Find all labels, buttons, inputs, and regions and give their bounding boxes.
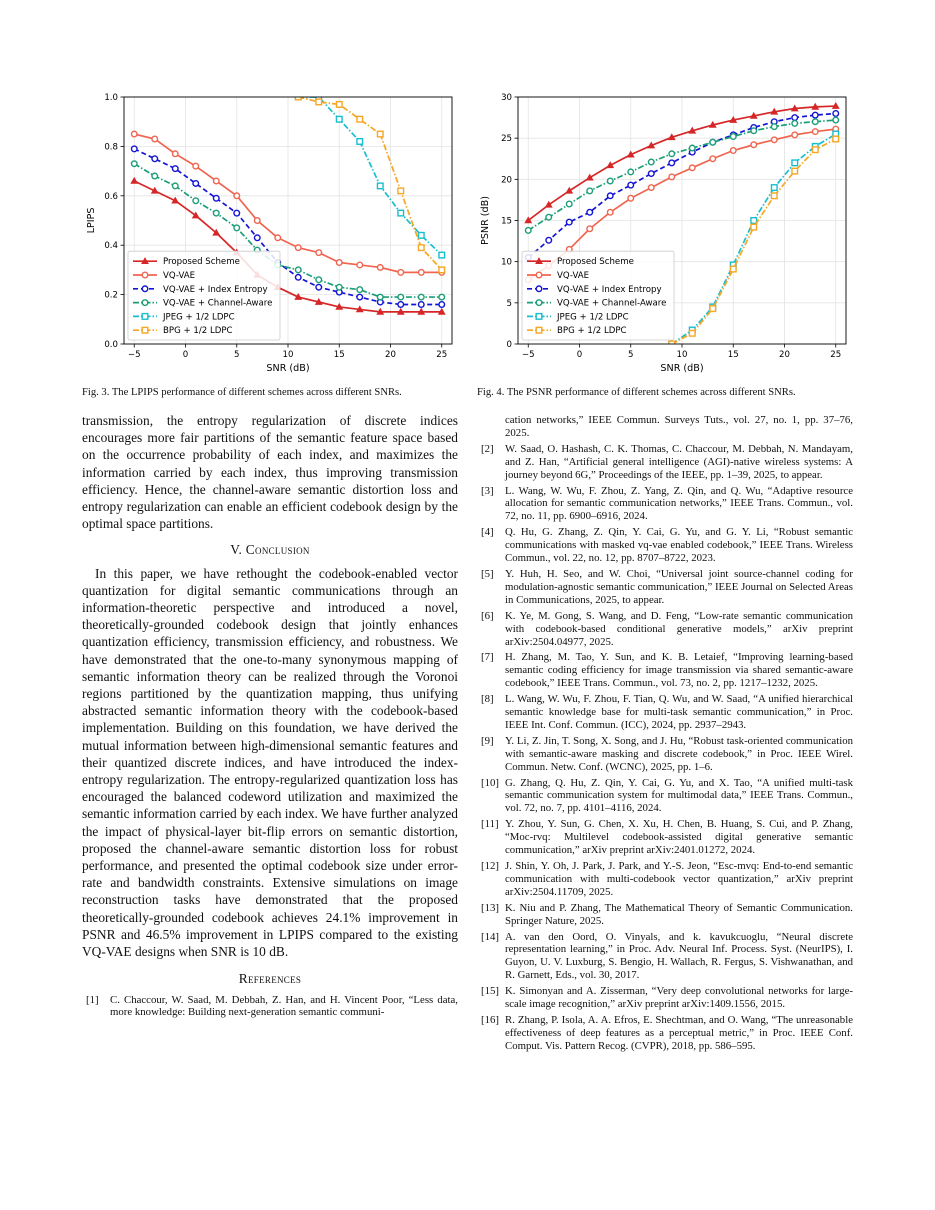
data-point	[792, 168, 798, 174]
reference-text: W. Saad, O. Hashash, C. K. Thomas, C. Chaccour, M. Debbah, N. Mandayam, and Z. Han, “Artificial general intelligence (AGI)-native wireless systems: A journey beyond 6G,” Proceedings of the IEEE, pp. 1–39, 2025, to appear.	[505, 442, 853, 481]
y-tick-label: 0.2	[104, 290, 118, 301]
conclusion-paragraph: In this paper, we have rethought the codebook-enabled vector quantization for digital semantic communications through an information-theoretic perspective and introduced a novel, theoretically-grounded codebook design that jointly enhances quantization efficiency, transmission efficiency, and robustness. We have demonstrated that the one-to-many synonymous mapping of semantic information theory can be realized through the Voronoi regions partitioned by the quantization mapping, thus unifying abstracted semantic information theory with the codebook-based implementation. Building on this foundation, we have derived the mutual information between high-dimensional semantic features and their quantized discrete indices, and have introduced the index-entropy regularization. The entropy-regularized quantization loss has encouraged the balanced codeword utilization and maximized the semantic information carried by each index. We have further analyzed the impact of physical-layer bit-flip errors on semantic distortion, proposed the channel-aware semantic distortion loss for robust performance, and presented the optimal codebook size under error-rate and bandwidth constraints. Extensive simulations on image reconstruction tasks have demonstrated that the proposed theoretically-grounded codebook achieves 24.1% improvement in PSNR and 46.5% improvement in LPIPS compared to the existing VQ-VAE designs when SNR is 10 dB.	[82, 565, 458, 960]
reference-item	[477, 735, 853, 774]
data-point	[193, 198, 199, 204]
data-point	[398, 294, 404, 300]
data-point	[295, 267, 301, 273]
data-point	[336, 102, 342, 108]
data-point	[316, 99, 322, 105]
y-tick-label: 10	[501, 257, 512, 268]
data-point	[566, 219, 572, 225]
reference-list-right	[477, 414, 853, 1056]
reference-number: [14]	[481, 930, 499, 943]
data-point	[833, 111, 839, 117]
data-point	[213, 210, 219, 216]
data-point	[254, 235, 260, 241]
data-point	[418, 233, 424, 239]
data-point	[669, 151, 675, 157]
reference-text: L. Wang, W. Wu, F. Zhou, Z. Yang, Z. Qin, and Q. Wu, “Adaptive resource allocation for semantic communication networks,” IEEE Trans. Commun., vol. 72, no. 11, pp. 6900–6916, 2024.	[505, 484, 853, 523]
data-point	[546, 237, 552, 243]
data-point	[234, 210, 240, 216]
reference-number: [12]	[481, 860, 499, 872]
data-point	[812, 112, 818, 118]
data-point	[357, 139, 363, 145]
reference-text: Q. Hu, G. Zhang, Z. Qin, Y. Cai, G. Yu, and G. Y. Li, “Robust semantic communications with masked vq-vae enabled codebook,” IEEE Trans. Wireless Commun., vol. 22, no. 12, pp. 8707–8722, 2023.	[505, 526, 853, 565]
psnr-chart	[474, 88, 859, 378]
data-point	[193, 181, 199, 187]
data-point	[587, 209, 593, 215]
reference-text: G. Zhang, Q. Hu, Z. Qin, Y. Cai, G. Yu, and X. Tao, “A unified multi-task semantic communication system for multimodal data,” IEEE Trans. Commun., vol. 72, no. 7, pp. 4101–4116, 2024.	[505, 776, 853, 815]
data-point	[172, 183, 178, 189]
legend	[128, 251, 280, 340]
data-point	[525, 228, 531, 234]
data-point	[398, 188, 404, 194]
data-point	[628, 169, 634, 175]
reference-item	[477, 485, 853, 524]
data-point	[152, 173, 158, 179]
data-point	[357, 116, 363, 122]
reference-text: H. Zhang, M. Tao, Y. Sun, and K. B. Letaief, “Improving learning-based semantic coding efficiency for image transmission via shared semantic-aware codebook,” IEEE Trans. Commun., vol. 73, no. 2, pp. 1217–1232, 2025.	[505, 651, 853, 690]
y-tick-label: 20	[501, 175, 512, 186]
data-point	[357, 262, 363, 268]
data-point	[398, 302, 404, 308]
data-point	[234, 193, 240, 199]
data-point	[536, 314, 542, 320]
x-tick-label: 25	[436, 350, 448, 360]
data-point	[648, 185, 654, 191]
data-point	[689, 330, 695, 336]
y-tick-label: 1.0	[104, 93, 118, 103]
data-point	[398, 270, 404, 276]
reference-item	[477, 610, 853, 649]
x-axis-label: SNR (dB)	[266, 363, 310, 374]
data-point	[812, 119, 818, 125]
reference-text: Y. Huh, H. Seo, and W. Choi, “Universal joint source-channel coding for modulation-agnostic semantic communication,” IEEE Journal on Selected Areas in Communications, 2025, to appear.	[505, 567, 853, 606]
legend-label: BPG + 1/2 LDPC	[163, 326, 233, 337]
data-point	[275, 235, 281, 241]
data-point	[439, 294, 445, 300]
reference-number: [16]	[481, 1013, 499, 1026]
reference-text: C. Chaccour, W. Saad, M. Debbah, Z. Han, and H. Vincent Poor, “Less data, more knowledge: Building next-generation semantic communi-	[110, 993, 458, 1019]
data-point	[730, 266, 736, 272]
data-point	[536, 300, 542, 306]
data-point	[607, 193, 613, 199]
data-point	[234, 225, 240, 231]
reference-number: [7]	[481, 651, 494, 664]
data-point	[536, 327, 542, 333]
y-axis-label: PSNR (dB)	[480, 196, 491, 245]
data-point	[812, 147, 818, 153]
x-tick-label: 10	[282, 350, 294, 360]
x-tick-label: −5	[127, 350, 141, 360]
y-tick-label: 25	[501, 134, 512, 145]
legend-label: VQ-VAE + Index Entropy	[163, 284, 268, 295]
reference-text: J. Shin, Y. Oh, J. Park, J. Park, and Y.-S. Jeon, “Esc-mvq: End-to-end semantic communication with multi-codebook vector quantization,” arXiv preprint arXiv:2504.11709, 2025.	[505, 860, 853, 898]
data-point	[377, 265, 383, 271]
x-axis-label: SNR (dB)	[660, 363, 704, 374]
legend-label: Proposed Scheme	[163, 257, 240, 268]
data-point	[357, 287, 363, 293]
data-point	[142, 272, 148, 278]
data-point	[689, 165, 695, 171]
data-point	[398, 210, 404, 216]
data-point	[710, 139, 716, 145]
reference-number: [10]	[481, 776, 499, 789]
reference-text: L. Wang, W. Wu, F. Zhou, F. Tian, Q. Wu, and W. Saad, “A unified hierarchical semantic knowledge base for multi-task semantic communication,” in Proc. IEEE Int. Conf. Commun. (ICC), 2024, pp. 2937–2943.	[505, 693, 853, 731]
y-axis-label: LPIPS	[86, 207, 97, 234]
reference-text: R. Zhang, P. Isola, A. A. Efros, E. Shechtman, and O. Wang, “The unreasonable effectiveness of deep features as a perceptual metric,” in Proc. IEEE Conf. Comput. Vis. Pattern Recog. (CVPR), 2018, pp. 586–595.	[505, 1013, 853, 1052]
data-point	[587, 188, 593, 194]
body-paragraph-continued: transmission, the entropy regularization of discrete indices encourages more fair partitions of the semantic feature space based on the occurrence probability of each index, and maximizes the information carried by each index, thus improving transmission efficiency. Hence, the channel-aware semantic distortion loss and entropy regularization can enable an efficient codebook design by the optimal space partitions.	[82, 413, 458, 532]
data-point	[669, 160, 675, 166]
data-point	[418, 270, 424, 276]
reference-text: A. van den Oord, O. Vinyals, and k. kavukcuoglu, “Neural discrete representation learning,” in Proc. Adv. Neural Inf. Process. Syst. (NeurIPS), I. Guyon, U. V. Luxburg, S. Bengio, H. Wallach, R. Fergus, S. Vishwanathan, and R. Garnett, Eds., vol. 30, 2017.	[505, 930, 853, 982]
data-point	[792, 160, 798, 166]
y-tick-label: 15	[501, 216, 512, 227]
y-tick-label: 5	[506, 298, 512, 309]
reference-number: [9]	[481, 734, 494, 747]
x-tick-label: 0	[576, 350, 583, 360]
fig4-caption: Fig. 4. The PSNR performance of different schemes across different SNRs.	[477, 387, 796, 398]
data-point	[607, 209, 613, 215]
x-tick-label: 20	[385, 350, 396, 360]
data-point	[607, 178, 613, 184]
data-point	[418, 245, 424, 251]
data-point	[566, 201, 572, 207]
data-point	[213, 195, 219, 201]
data-point	[751, 142, 757, 148]
data-point	[792, 121, 798, 127]
data-point	[648, 159, 654, 165]
data-point	[812, 129, 818, 135]
legend-label: VQ-VAE	[557, 271, 590, 281]
data-point	[730, 134, 736, 140]
legend-label: VQ-VAE + Channel-Aware	[163, 298, 273, 309]
data-point	[439, 252, 445, 258]
x-tick-label: 5	[628, 350, 634, 360]
data-point	[172, 166, 178, 172]
data-point	[710, 156, 716, 162]
reference-item	[477, 860, 853, 899]
legend-label: JPEG + 1/2 LDPC	[557, 312, 629, 323]
y-tick-label: 0.8	[104, 142, 118, 153]
reference-number: [4]	[481, 526, 494, 539]
data-point	[648, 171, 654, 177]
reference-text: K. Niu and P. Zhang, The Mathematical Theory of Semantic Communication. Springer Nature, 2025.	[505, 901, 853, 927]
x-tick-label: 25	[830, 350, 842, 360]
legend-label: JPEG + 1/2 LDPC	[163, 312, 235, 323]
reference-item	[477, 985, 853, 1011]
reference-number: [6]	[481, 609, 494, 622]
data-point	[792, 132, 798, 138]
x-tick-label: 15	[333, 350, 345, 360]
data-point	[792, 115, 798, 121]
reference-item	[477, 651, 853, 690]
reference-item	[477, 818, 853, 857]
reference-number: [2]	[481, 442, 494, 455]
reference-number: [11]	[481, 818, 499, 831]
data-point	[142, 300, 148, 306]
reference-text: K. Ye, M. Gong, S. Wang, and D. Feng, “Low-rate semantic communication with codebook-based conditional generative models,” arXiv preprint arXiv:2504.04977, 2025.	[505, 609, 853, 648]
reference-item	[477, 526, 853, 565]
reference-text: Y. Li, Z. Jin, T. Song, X. Song, and J. Hu, “Robust task-oriented communication with semantic-aware masking and discrete codebook,” in Proc. IEEE Wirel. Commun. Netw. Conf. (WCNC), 2025, pp. 1–6.	[505, 734, 853, 773]
data-point	[131, 146, 137, 152]
reference-number: [1]	[86, 993, 99, 1006]
data-point	[142, 327, 148, 333]
y-tick-label: 0.0	[104, 340, 118, 350]
data-point	[316, 277, 322, 283]
reference-continuation: cation networks,” IEEE Commun. Surveys Tuts., vol. 27, no. 1, pp. 37–76, 2025.	[505, 414, 853, 439]
data-point	[377, 183, 383, 189]
legend-label: VQ-VAE + Channel-Aware	[557, 298, 667, 309]
data-point	[254, 218, 260, 224]
data-point	[377, 131, 383, 137]
x-tick-label: 20	[779, 350, 790, 360]
data-point	[669, 174, 675, 180]
references-heading: References	[238, 971, 302, 987]
reference-item	[477, 568, 853, 607]
data-point	[131, 131, 137, 137]
data-point	[357, 294, 363, 300]
reference-number: [15]	[481, 985, 499, 998]
data-point	[418, 294, 424, 300]
reference-text: Y. Zhou, Y. Sun, G. Chen, X. Xu, H. Chen, B. Huang, S. Cui, and P. Zhang, “Moc-rvq: Multilevel codebook-assisted digital generative semantic communication,” arXiv preprint arXiv:2401.01272, 2024.	[505, 818, 853, 857]
legend-label: VQ-VAE	[163, 271, 196, 281]
data-point	[536, 286, 542, 292]
reference-number: [13]	[481, 901, 499, 914]
x-tick-label: 10	[676, 350, 688, 360]
data-point	[377, 294, 383, 300]
data-point	[628, 182, 634, 188]
legend-label: Proposed Scheme	[557, 257, 634, 268]
data-point	[336, 284, 342, 290]
data-point	[336, 260, 342, 266]
legend	[522, 251, 674, 340]
data-point	[131, 161, 137, 167]
data-point	[295, 245, 301, 251]
reference-item	[477, 1014, 853, 1053]
data-point	[142, 286, 148, 292]
legend-label: BPG + 1/2 LDPC	[557, 326, 627, 337]
data-point	[152, 156, 158, 162]
y-tick-label: 0.4	[104, 241, 118, 252]
y-tick-label: 0.6	[104, 191, 118, 202]
data-point	[172, 151, 178, 157]
data-point	[336, 116, 342, 122]
reference-number: [3]	[481, 484, 494, 497]
data-point	[751, 218, 757, 224]
left-column	[82, 412, 458, 1022]
data-point	[152, 136, 158, 142]
data-point	[833, 117, 839, 123]
reference-item	[82, 994, 458, 1020]
x-tick-label: 0	[182, 350, 189, 360]
reference-item	[477, 693, 853, 732]
x-tick-label: −5	[521, 350, 535, 360]
reference-item	[477, 777, 853, 816]
data-point	[730, 148, 736, 154]
data-point	[833, 136, 839, 142]
data-point	[771, 185, 777, 191]
data-point	[295, 275, 301, 281]
reference-item	[477, 931, 853, 983]
data-point	[316, 250, 322, 256]
reference-text: K. Simonyan and A. Zisserman, “Very deep convolutional networks for large-scale image recognition,” arXiv preprint arXiv:1409.1556, 2015.	[505, 985, 853, 1011]
legend-label: VQ-VAE + Index Entropy	[557, 284, 662, 295]
data-point	[771, 137, 777, 143]
reference-items	[477, 443, 853, 1053]
reference-number: [5]	[481, 567, 494, 580]
x-tick-label: 5	[234, 350, 240, 360]
data-point	[751, 224, 757, 230]
data-point	[587, 226, 593, 232]
data-point	[316, 284, 322, 290]
data-point	[193, 163, 199, 169]
fig3-caption: Fig. 3. The LPIPS performance of different schemes across different SNRs.	[82, 387, 402, 398]
data-point	[439, 302, 445, 308]
data-point	[751, 128, 757, 134]
x-tick-label: 15	[727, 350, 739, 360]
y-tick-label: 0	[506, 340, 512, 350]
data-point	[771, 124, 777, 130]
data-point	[546, 214, 552, 220]
lpips-chart	[80, 88, 465, 378]
data-point	[628, 195, 634, 201]
reference-list-left	[82, 994, 458, 1020]
data-point	[710, 306, 716, 312]
data-point	[689, 145, 695, 151]
data-point	[213, 178, 219, 184]
reference-number: [8]	[481, 693, 494, 706]
y-tick-label: 30	[501, 93, 512, 103]
data-point	[536, 272, 542, 278]
reference-item	[477, 443, 853, 482]
reference-item	[477, 902, 853, 928]
data-point	[142, 314, 148, 320]
data-point	[771, 193, 777, 199]
data-point	[418, 302, 424, 308]
section-heading-conclusion: V. Conclusion	[230, 542, 310, 558]
data-point	[439, 267, 445, 273]
